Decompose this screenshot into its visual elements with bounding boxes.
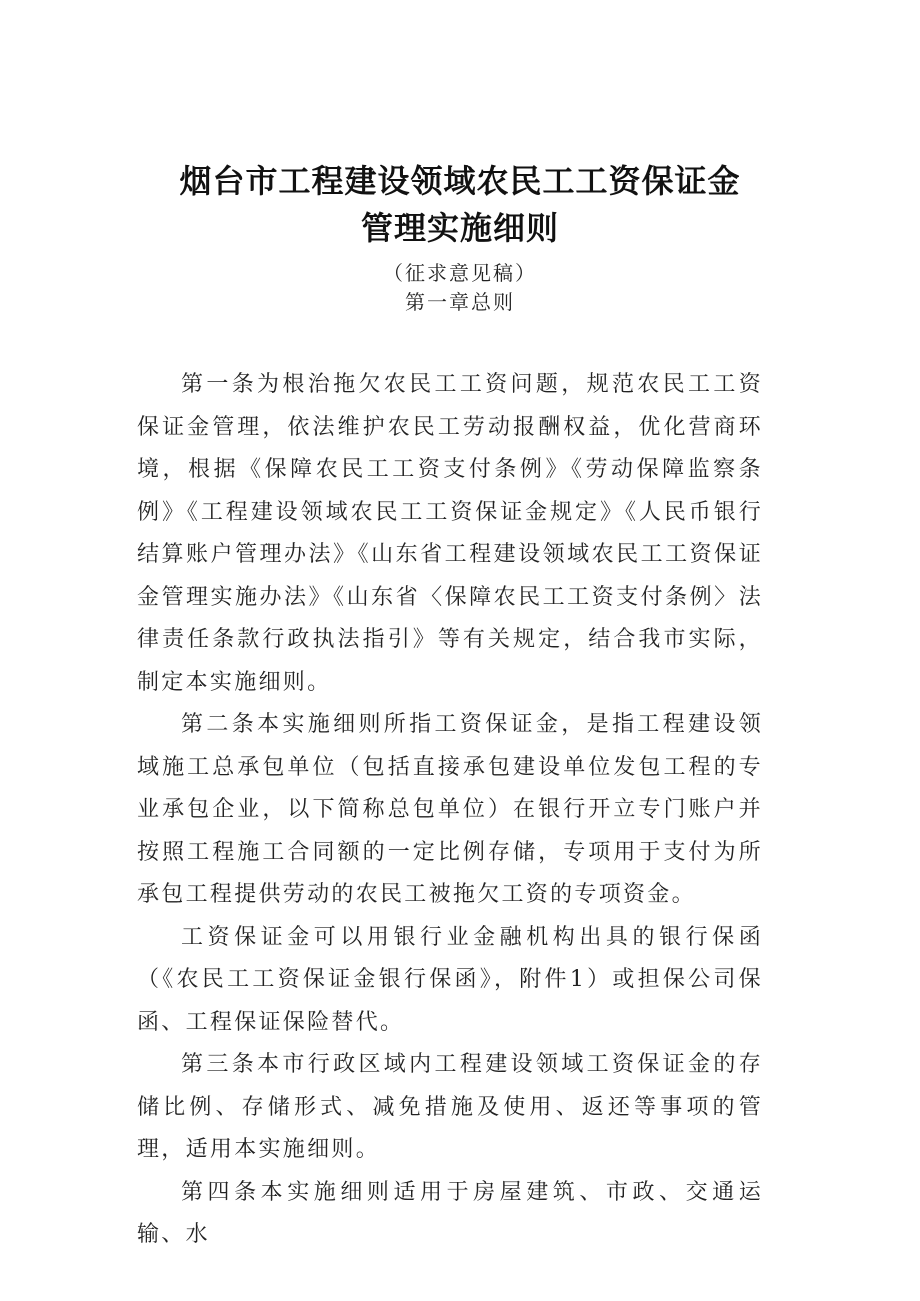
paragraph-article-1: 第一条为根治拖欠农民工工资问题，规范农民工工资保证金管理，依法维护农民工劳动报酬权益，优化营商环境，根据《保障农民工工资支付条例》《劳动保障监察条例》《工程建设领域农民工工资保证金规定》《人民币银行结算账户管理办法》《山东省工程建设领域农民工工资保证金管理实施办法》《山东省〈保障农民工工资支付条例〉法律责任条款行政执法指引》等有关规定，结合我市实际，制定本实施细则。 (137, 372, 763, 695)
document-title-line-1: 烟台市工程建设领域农民工工资保证金 (179, 162, 741, 200)
document-body (137, 364, 763, 1257)
chapter-heading: 第一章总则 (405, 290, 515, 314)
paragraph-article-4: 第四条本实施细则适用于房屋建筑、市政、交通运输、水 (137, 1179, 763, 1247)
paragraph-article-3: 第三条本市行政区域内工程建设领域工资保证金的存储比例、存储形式、减免措施及使用、返还等事项的管理，适用本实施细则。 (137, 1052, 763, 1162)
paragraph-guarantee-substitute: 工资保证金可以用银行业金融机构出具的银行保函（《农民工工资保证金银行保函》，附件1）或担保公司保函、工程保证保险替代。 (137, 924, 763, 1035)
draft-note: （征求意见稿） (383, 261, 537, 285)
document-title-line-2: 管理实施细则 (360, 209, 559, 247)
paragraph-article-2: 第二条本实施细则所指工资保证金，是指工程建设领域施工总承包单位（包括直接承包建设单位发包工程的专业承包企业，以下简称总包单位）在银行开立专门账户并按照工程施工合同额的一定比例存储，专项用于支付为所承包工程提供劳动的农民工被拖欠工资的专项资金。 (137, 712, 763, 907)
